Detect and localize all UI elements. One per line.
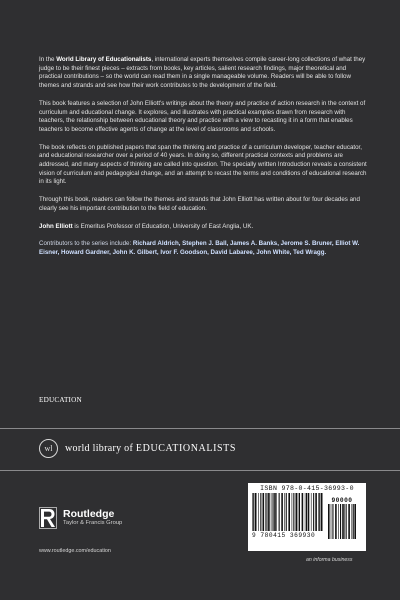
barcode-bar — [308, 493, 310, 531]
barcode-addon-block — [328, 497, 356, 539]
series-title-bold: World Library of Educationalists — [56, 56, 152, 63]
barcode-bar — [319, 493, 320, 531]
barcode-bar — [266, 493, 267, 531]
barcode-bar — [263, 493, 265, 531]
isbn-text: ISBN 978-0-415-36993-0 — [260, 485, 354, 492]
barcode-bar — [305, 493, 306, 531]
divider-bottom — [0, 470, 400, 471]
barcode-bar — [276, 493, 277, 531]
barcode-bar — [311, 493, 312, 531]
barcode-bar — [274, 493, 276, 531]
barcode-bar — [271, 493, 272, 531]
barcode-bar — [292, 493, 293, 531]
intro-rest: , international experts themselves compile career-long collections of what they judge to be their finest pieces – extracts from books, key articles, salient research findings, major theoretical and practical contributions – so the world can read them in a single manageable volume. Readers will be able to follow themes and strands and see how their work contributes to the development of the field. — [39, 56, 366, 90]
barcode-main-block — [252, 493, 324, 539]
barcode-bar — [302, 493, 304, 531]
barcode-bar — [315, 493, 317, 531]
barcode-bar — [268, 493, 270, 531]
barcode-bar — [296, 493, 298, 531]
contributors-lead: Contributors to the series include: — [39, 240, 133, 248]
contributors-list — [39, 240, 367, 257]
barcode-bar — [328, 504, 330, 539]
barcode-bar — [321, 493, 323, 531]
author-bio — [39, 223, 367, 232]
series-caps: EDUCATIONALISTS — [135, 442, 237, 454]
barcode-bar — [288, 493, 290, 531]
barcode-digits: 9 780415 369930 — [252, 532, 316, 539]
barcode-bar — [293, 493, 294, 531]
series-logo-icon: wl — [39, 439, 58, 458]
description-paragraph-2: The book reflects on published papers that span the thinking and practice of a curriculum developer, teacher educator, and educational researcher over a period of 40 years. In doing so, different practical contexts and problems are addressed, and many aspects of thinking are called into question. The specially written Introduction reveals a consistent vision of curriculum and pedagogical change, and an attempt to recast the terms and conditions of educational research in its light. — [39, 143, 367, 186]
barcode-bar — [346, 504, 347, 539]
publisher-name: Routledge — [63, 508, 115, 520]
parent-company-text: an informa business — [306, 557, 353, 563]
barcode-bar — [299, 493, 300, 531]
routledge-r-icon — [39, 507, 57, 529]
barcode-bar — [298, 493, 299, 531]
barcode-bar — [252, 493, 253, 531]
barcode-row — [252, 493, 362, 539]
subject-label: EDUCATION — [39, 396, 82, 404]
barcode-addon-number: 90000 — [331, 497, 353, 504]
publisher-url: www.routledge.com/education — [39, 548, 111, 554]
barcode-bar — [340, 504, 341, 539]
series-intro-paragraph — [39, 56, 367, 91]
intro-lead: In the — [39, 56, 57, 63]
series-name — [65, 443, 236, 454]
publisher-text — [63, 509, 122, 527]
barcode-bar — [281, 493, 283, 531]
contributors-names: Richard Aldrich, Stephen J. Ball, James A. Banks, Jerome S. Bruner, Elliot W. Eisner, Howard Gardner, John K. Gilbert, Ivor F. Goodson, David Labaree, John White, Ted Wragg. — [39, 240, 360, 256]
barcode-bar — [348, 504, 350, 539]
barcode-bar — [338, 504, 339, 539]
description-paragraph-3: Through this book, readers can follow the themes and strands that John Elliott has written about for four decades and clearly see his important contribution to the field of education. — [39, 196, 360, 212]
barcode-addon-icon — [328, 504, 356, 539]
barcode-bar — [258, 493, 259, 531]
barcode-bar — [284, 493, 285, 531]
divider-top — [0, 428, 400, 429]
barcode-bar — [286, 493, 287, 531]
author-name: John Elliott — [39, 222, 73, 230]
barcode-bar — [253, 493, 254, 531]
barcode-bar — [306, 493, 307, 531]
barcode-bar — [273, 493, 274, 531]
barcode-bar — [318, 493, 319, 531]
publisher-logo — [39, 507, 122, 529]
description-paragraph-1: This book features a selection of John Elliott's writings about the theory and practice of action research in the context of curriculum and educational change. It explores, and illustrates with practical examples drawn from research with teachers, the relationship between educational theory and practice with a view to recasting it in a form that enables teachers to become effective agents of change at the level of classrooms and schools. — [39, 99, 366, 133]
barcode-bar — [331, 504, 332, 539]
barcode-main-icon — [252, 493, 324, 531]
barcode-bar — [352, 504, 353, 539]
barcode-bar — [332, 504, 333, 539]
barcode-bar — [354, 504, 356, 539]
barcode-bar — [335, 504, 337, 539]
series-banner — [39, 438, 236, 458]
author-bio-text: is Emeritus Professor of Education, University of East Anglia, UK. — [72, 222, 254, 230]
barcode-bar — [279, 493, 280, 531]
barcode-bar — [260, 493, 261, 531]
publisher-group: Taylor & Francis Group — [63, 520, 123, 526]
series-prefix: world library of — [65, 442, 136, 454]
barcode-bar — [342, 504, 344, 539]
barcode-bar — [265, 493, 266, 531]
barcode-bar — [344, 504, 345, 539]
barcode-bar — [255, 493, 257, 531]
back-cover-text — [39, 56, 367, 267]
barcode-panel — [248, 483, 366, 551]
barcode-bar — [313, 493, 314, 531]
barcode-bar — [353, 504, 354, 539]
